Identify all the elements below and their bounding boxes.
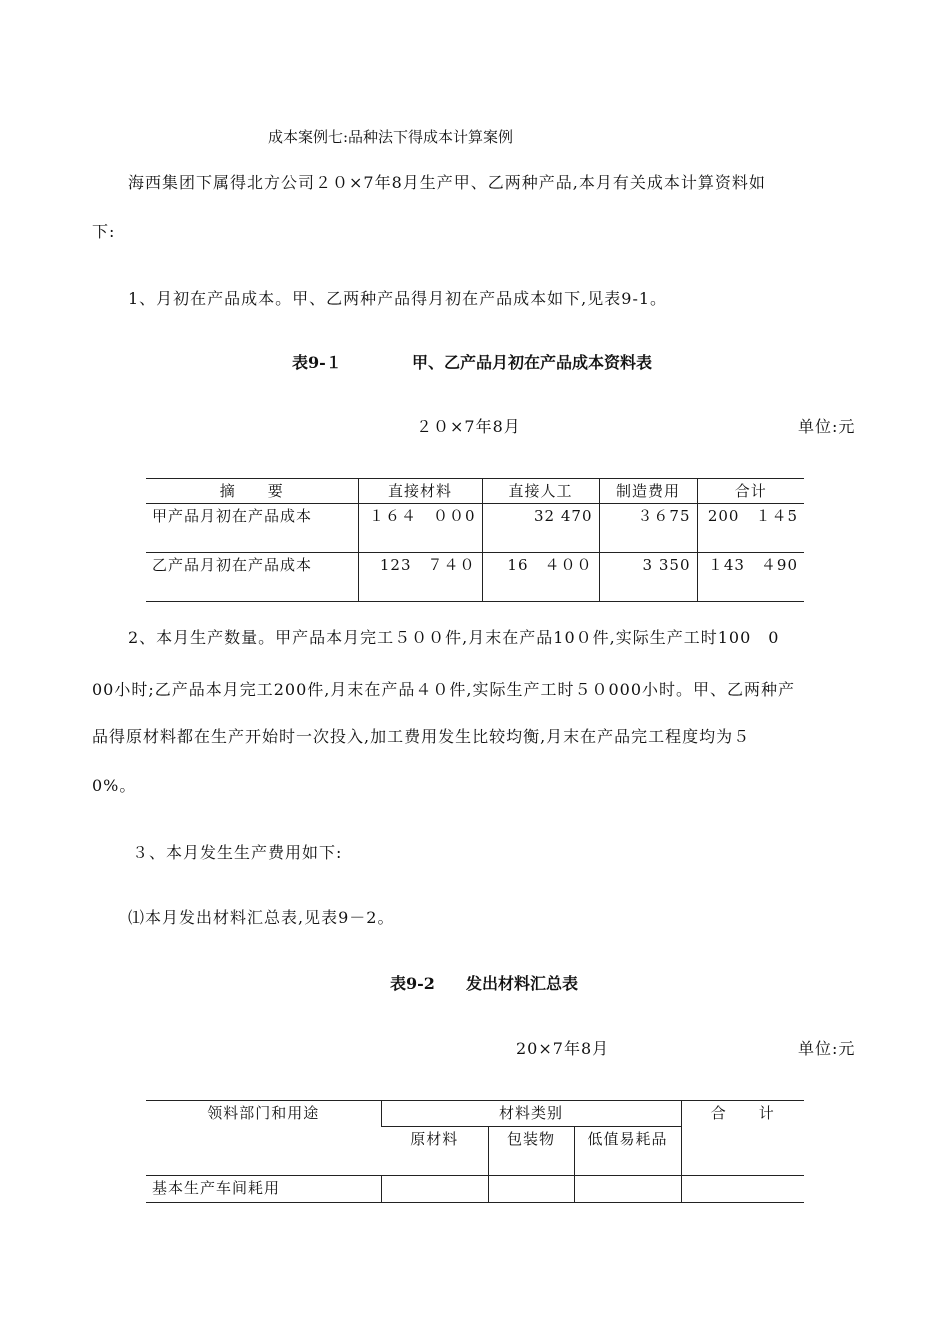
row-label: 乙产品月初在产品成本 xyxy=(152,556,313,574)
item-2-line2: 00小时;乙产品本月完工200件,月末在产品４０件,实际生产工时５０000小时。甲、乙两种产 xyxy=(92,680,796,699)
table2-subheader-low-value-consumables: 低值易耗品 xyxy=(574,1127,681,1176)
table1-header-summary: 摘 要 xyxy=(146,479,358,504)
item-2-line1: 2、本月生产数量。甲产品本月完工５００件,月末在产品10０件,实际生产工时100 0 xyxy=(128,628,780,647)
table1-number: 表9-１ xyxy=(292,353,342,372)
table2-unit: 单位:元 xyxy=(798,1039,856,1058)
item-3-1-text: ⑴本月发出材料汇总表,见表9－2。 xyxy=(128,908,395,927)
table-row xyxy=(146,553,804,602)
table2-header-total: 合 计 xyxy=(681,1101,804,1176)
table2-header-row xyxy=(146,1101,804,1127)
cell-packaging xyxy=(488,1176,574,1203)
cell-labor: 16 ４００ xyxy=(482,553,599,602)
cell-overhead: ３６75 xyxy=(599,504,697,553)
table1-caption: 甲、乙产品月初在产品成本资料表 xyxy=(412,353,653,372)
table1-date: ２０×7年8月 xyxy=(416,417,521,436)
table1-header-material: 直接材料 xyxy=(358,479,482,504)
table-row xyxy=(146,504,804,553)
item-2-line3: 品得原材料都在生产开始时一次投入,加工费用发生比较均衡,月末在产品完工程度均为５ xyxy=(92,727,751,746)
document-title: 成本案例七:品种法下得成本计算案例 xyxy=(268,128,514,146)
cell-total: １43 ４90 xyxy=(697,553,804,602)
cell-total xyxy=(681,1176,804,1203)
row-label: 基本生产车间耗用 xyxy=(152,1179,281,1197)
table2-material-issue-summary xyxy=(146,1100,804,1203)
table2-number: 表9-2 xyxy=(390,974,435,993)
cell-raw-material xyxy=(381,1176,488,1203)
table2-header-category: 材料类别 xyxy=(381,1101,681,1127)
item-1-text: 1、月初在产品成本。甲、乙两种产品得月初在产品成本如下,见表9-1。 xyxy=(128,289,668,308)
table1-header-overhead: 制造费用 xyxy=(599,479,697,504)
table2-subheader-raw-material: 原材料 xyxy=(381,1127,488,1176)
cell-labor: 32 470 xyxy=(482,504,599,553)
cell-overhead: 3 350 xyxy=(599,553,697,602)
table1-header-row xyxy=(146,479,804,504)
cell-material: １６４ ００0 xyxy=(358,504,482,553)
intro-paragraph-line1: 海西集团下属得北方公司２０×7年8月生产甲、乙两种产品,本月有关成本计算资料如 xyxy=(128,173,766,192)
cell-low-value-consumables xyxy=(574,1176,681,1203)
item-2-line4: 0%。 xyxy=(92,776,137,795)
table2-date: 20×7年8月 xyxy=(516,1039,610,1058)
table-row xyxy=(146,1176,804,1203)
table2-caption: 发出材料汇总表 xyxy=(466,974,579,993)
table1-opening-wip-cost xyxy=(146,478,804,602)
table1-header-total: 合计 xyxy=(697,479,804,504)
cell-material: 123 ７４０ xyxy=(358,553,482,602)
table2-subheader-packaging: 包装物 xyxy=(488,1127,574,1176)
intro-paragraph-line2: 下: xyxy=(92,222,116,241)
cell-total: 200 １４5 xyxy=(697,504,804,553)
table1-unit: 单位:元 xyxy=(798,417,856,436)
row-label: 甲产品月初在产品成本 xyxy=(146,504,358,553)
item-3-text: ３、本月发生生产费用如下: xyxy=(132,843,343,862)
table1-header-labor: 直接人工 xyxy=(482,479,599,504)
table2-header-dept: 领料部门和用途 xyxy=(146,1101,381,1176)
